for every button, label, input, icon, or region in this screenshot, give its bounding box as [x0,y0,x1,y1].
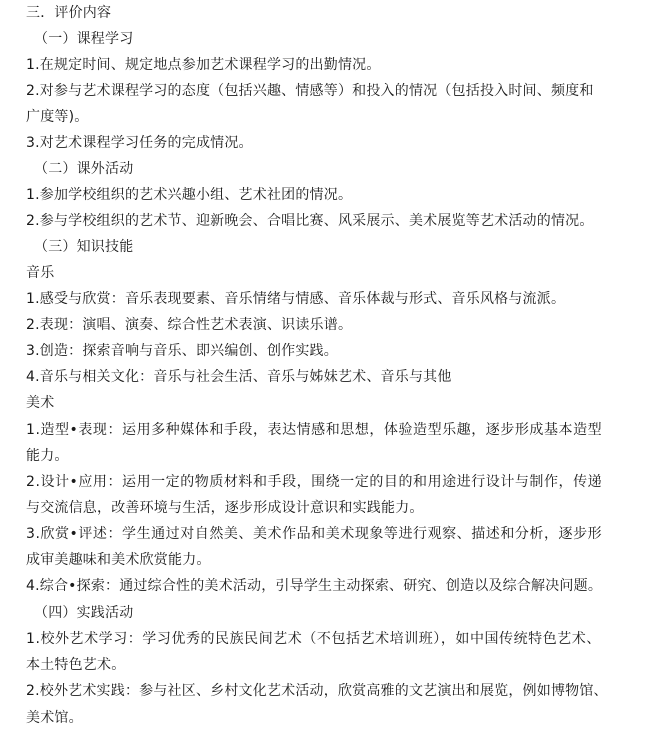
paragraph-line: 成审美趣味和美术欣赏能力。 [26,552,211,568]
paragraph-line: 与交流信息，改善环境与生活，逐步形成设计意识和实践能力。 [26,500,424,516]
paragraph-line: 1.参加学校组织的艺术兴趣小组、艺术社团的情况。 [26,187,353,203]
subsection-heading: （二）课外活动 [34,161,134,177]
subsection-heading: （一）课程学习 [34,31,134,47]
paragraph-line: 1.在规定时间、规定地点参加艺术课程学习的出勤情况。 [26,57,381,73]
paragraph-line: 2.表现：演唱、演奏、综合性艺术表演、识读乐谱。 [26,317,353,333]
paragraph-line: 美术馆。 [26,710,83,726]
section-heading: 三．评价内容 [26,5,112,21]
paragraph-line: 能力。 [26,448,69,464]
paragraph-line: 2.设计•应用：运用一定的物质材料和手段，围绕一定的目的和用途进行设计与制作，传递 [26,474,603,490]
subsection-heading: （四）实践活动 [34,605,134,621]
paragraph-line: 3.创造：探索音响与音乐、即兴编创、创作实践。 [26,343,338,359]
category-label: 音乐 [26,265,55,281]
category-label: 美术 [26,395,55,411]
paragraph-line: 3.欣赏•评述：学生通过对自然美、美术作品和美术现象等进行观察、描述和分析，逐步形 [26,526,603,542]
paragraph-line: 1.造型•表现：运用多种媒体和手段，表达情感和思想，体验造型乐趣，逐步形成基本造型 [26,422,603,438]
paragraph-line: 2.参与学校组织的艺术节、迎新晚会、合唱比赛、风采展示、美术展览等艺术活动的情况。 [26,213,594,229]
paragraph-line: 4.音乐与相关文化：音乐与社会生活、音乐与姊妹艺术、音乐与其他 [26,369,452,385]
paragraph-line: 2.校外艺术实践：参与社区、乡村文化艺术活动，欣赏高雅的文艺演出和展览，例如博物馆、 [26,683,608,699]
paragraph-line: 本土特色艺术。 [26,657,126,673]
paragraph-line: 3.对艺术课程学习任务的完成情况。 [26,135,253,151]
paragraph-line: 1.校外艺术学习：学习优秀的民族民间艺术（不包括艺术培训班），如中国传统特色艺术、 [26,631,601,647]
paragraph-line: 1.感受与欣赏：音乐表现要素、音乐情绪与情感、音乐体裁与形式、音乐风格与流派。 [26,291,566,307]
subsection-heading: （三）知识技能 [34,239,134,255]
paragraph-line: 4.综合•探索：通过综合性的美术活动，引导学生主动探索、研究、创造以及综合解决问题。 [26,578,603,594]
paragraph-line: 广度等)。 [26,109,89,125]
paragraph-line: 2.对参与艺术课程学习的态度（包括兴趣、情感等）和投入的情况（包括投入时间、频度和 [26,83,594,99]
